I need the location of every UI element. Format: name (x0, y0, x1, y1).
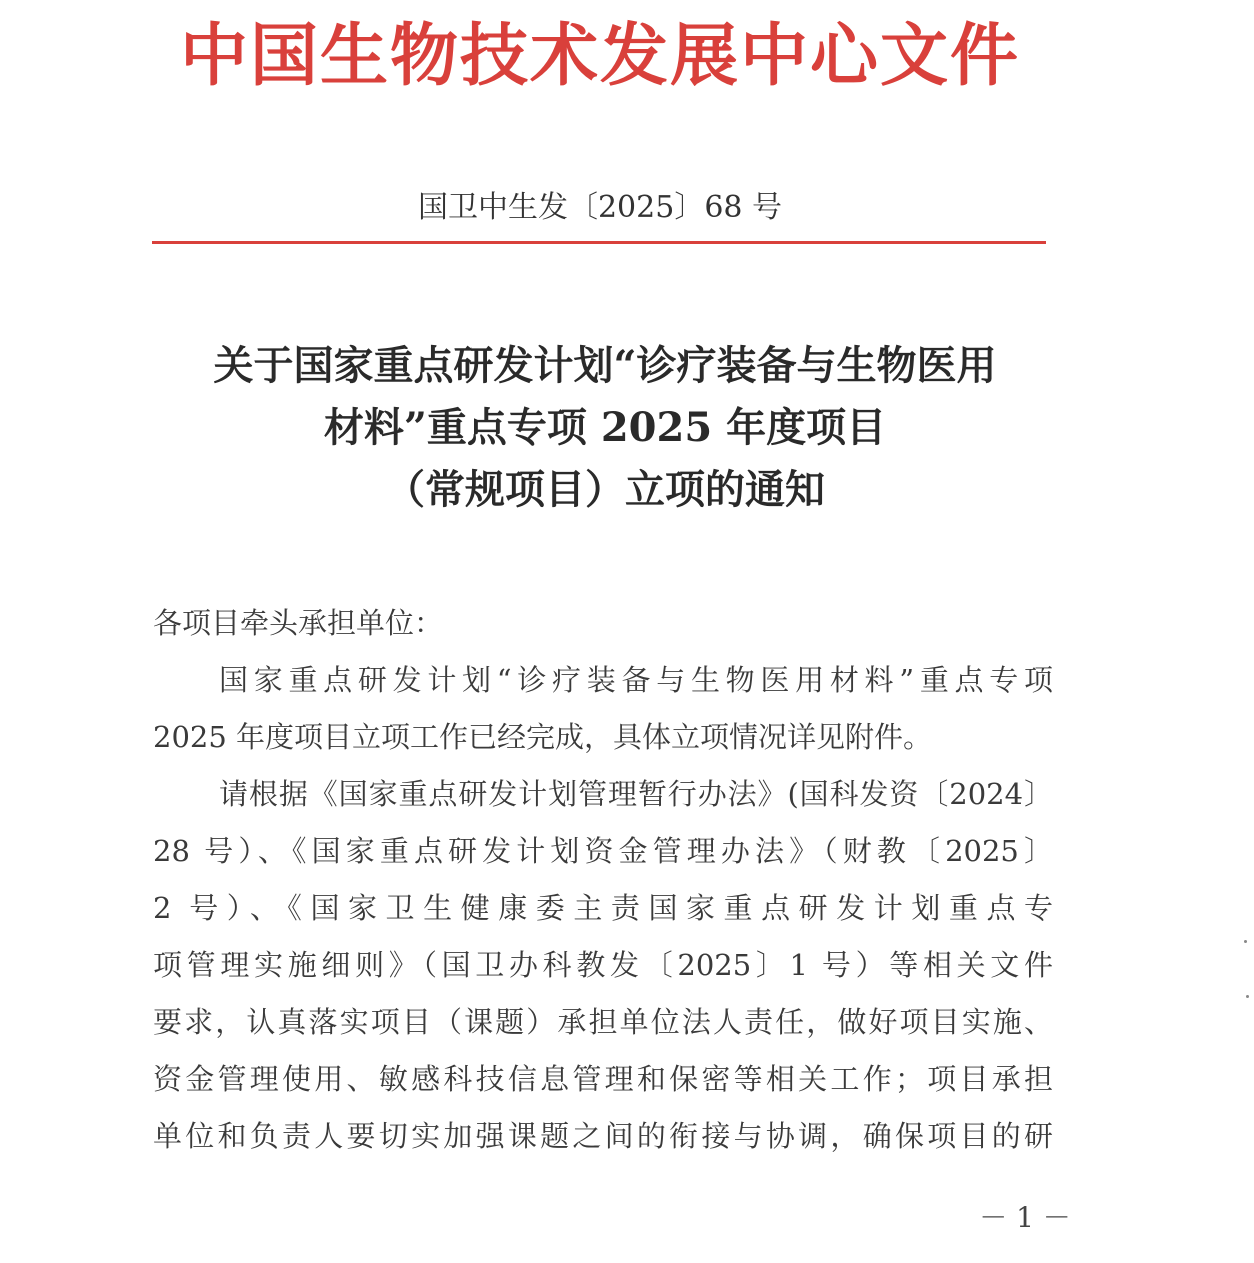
salutation: 各项目牵头承担单位： (153, 606, 444, 640)
body-line: 2025 年度项目立项工作已经完成，具体立项情况详见附件。 (153, 720, 933, 754)
notice-title-line: （常规项目）立项的通知 (385, 466, 825, 513)
document-header-title: 中国生物技术发展中心文件 (179, 16, 1020, 96)
page-number: － 1 － (979, 1201, 1071, 1234)
document-number: 国卫中生发〔2025〕68 号 (417, 190, 783, 225)
body-line: 请根据《国家重点研发计划管理暂行办法》(国科发资〔2024〕 (219, 777, 1053, 811)
notice-body (153, 595, 1053, 1165)
body-line: 2 号）、《国家卫生健康委主责国家重点研发计划重点专 (153, 891, 1053, 925)
notice-title (100, 335, 1110, 521)
body-line: 要求，认真落实项目（课题）承担单位法人责任，做好项目实施、 (153, 1005, 1053, 1039)
body-line: 国家重点研发计划“诊疗装备与生物医用材料”重点专项 (219, 663, 1053, 697)
notice-title-line: 材料”重点专项 2025 年度项目 (323, 404, 887, 451)
red-separator-line (152, 241, 1046, 244)
scan-speck (1244, 940, 1247, 943)
notice-title-line: 关于国家重点研发计划“诊疗装备与生物医用 (213, 342, 997, 389)
body-line: 资金管理使用、敏感科技信息管理和保密等相关工作；项目承担 (153, 1062, 1053, 1096)
body-line: 单位和负责人要切实加强课题之间的衔接与协调，确保项目的研 (153, 1119, 1053, 1153)
body-line: 28 号）、《国家重点研发计划资金管理办法》（财教〔2025〕 (153, 834, 1053, 868)
scan-speck (1246, 995, 1249, 998)
body-line: 项管理实施细则》（国卫办科教发〔2025〕1 号）等相关文件 (153, 948, 1053, 982)
